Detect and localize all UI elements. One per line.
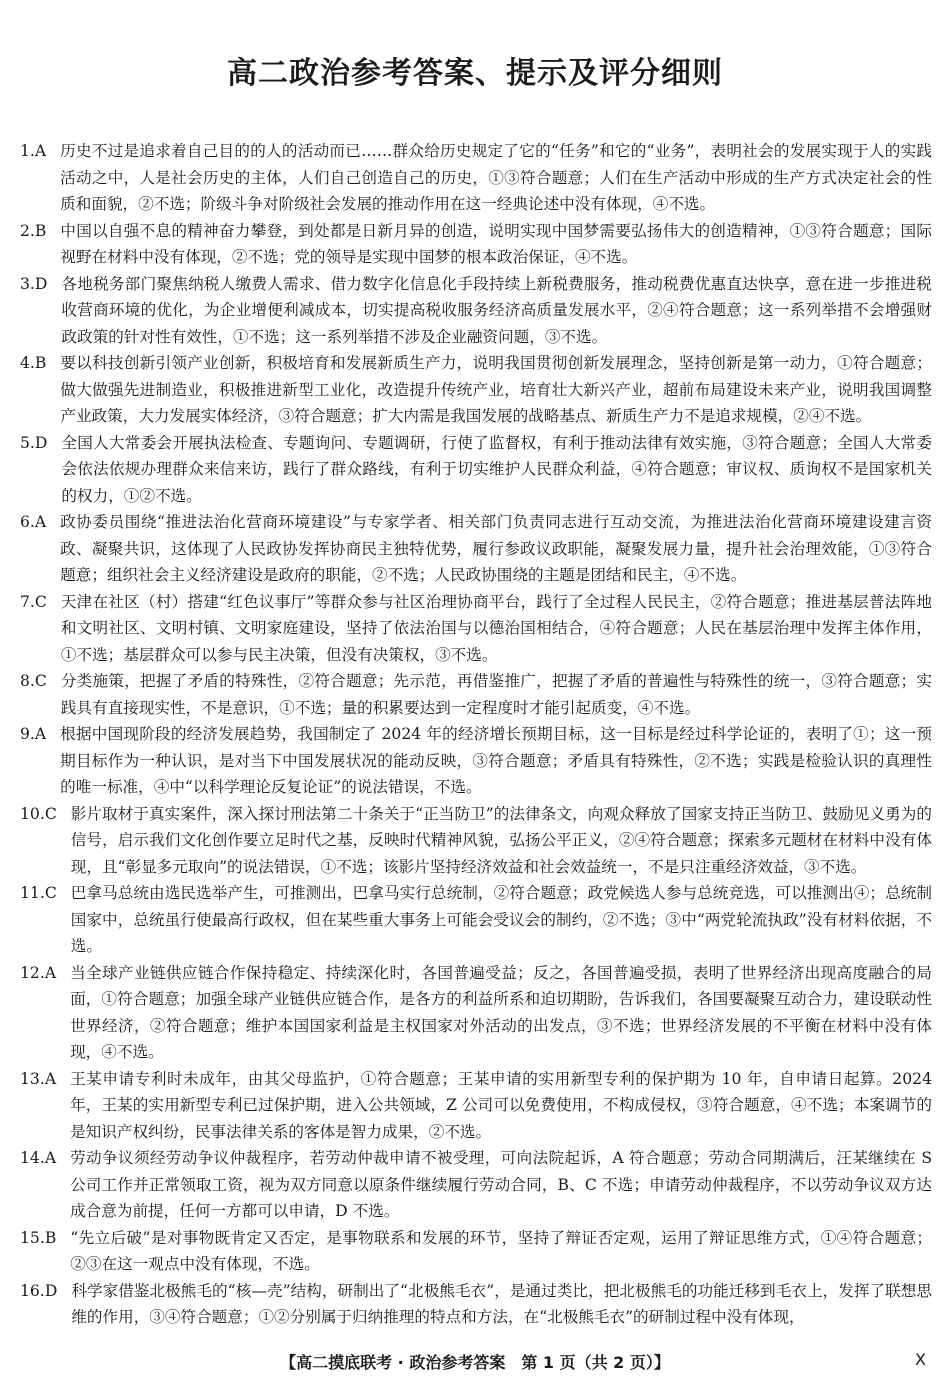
answer-item bbox=[20, 350, 932, 430]
page-title: 高二政治参考答案、提示及评分细则 bbox=[227, 56, 723, 91]
answer-explanation: 全国人大常委会开展执法检查、专题询问、专题调研，行使了监督权，有利于推动法律有效实施，③符合题意；全国人大常委会依法依规办理群众来信来访，践行了群众路线，有利于切实维护人民群众利益，④符合题意；审议权、质询权不是国家机关的权力，①②不选。 bbox=[61, 433, 932, 505]
answer-explanation: 劳动争议须经劳动争议仲裁程序，若劳动仲裁申请不被受理，可向法院起诉，A 符合题意；劳动合同期满后，汪某继续在 S 公司工作并正常领取工资，视为双方同意以原条件继续履行劳动合同，B、C 不选；申请劳动仲裁程序，不以劳动争议双方达成合意为前提，任何一方都可以申请，D 不选。 bbox=[70, 1149, 932, 1220]
question-number: 13. bbox=[20, 1069, 45, 1088]
answer-letter: C bbox=[44, 884, 57, 902]
page-footer-mark: X bbox=[915, 1350, 926, 1369]
question-number: 8. bbox=[20, 672, 35, 690]
question-number: 6. bbox=[20, 513, 35, 531]
answer-explanation: 科学家借鉴北极熊毛的“核—壳”结构，研制出了“北极熊毛衣”，是通过类比，把北极熊毛的功能迁移到毛衣上，发挥了联想思维的作用，③④符合题意；①②分别属于归纳推理的特点和方法，在“北极熊毛衣”的研制过程中没有体现， bbox=[71, 1281, 932, 1326]
answer-item bbox=[20, 801, 932, 881]
answer-item bbox=[20, 138, 932, 218]
answer-letter: B bbox=[44, 1228, 57, 1247]
answer-explanation: 中国以自强不息的精神奋力攀登，到处都是日新月异的创造，说明实现中国梦需要弘扬伟大的创造精神，①③符合题意；国际视野在材料中没有体现，②不选；党的领导是实现中国梦的根本政治保证，④不选。 bbox=[60, 221, 932, 266]
question-number: 4. bbox=[20, 354, 35, 372]
answer-letter: B bbox=[34, 221, 47, 240]
answer-explanation: 天津在社区（村）搭建“红色议事厅”等群众参与社区治理协商平台，践行了全过程人民民主，②符合题意；推进基层普法阵地和文明社区、文明村镇、文明家庭建设，坚持了依法治国与以德治国相结合，④符合题意；人民在基层治理中发挥主体作用，①不选；基层群众可以参与民主决策，但没有决策权，③不选。 bbox=[60, 592, 932, 664]
question-number: 2. bbox=[20, 221, 35, 240]
answer-letter: D bbox=[34, 274, 48, 293]
answer-letter: D bbox=[34, 433, 48, 452]
answer-letter: A bbox=[34, 513, 47, 531]
question-number: 5. bbox=[20, 433, 35, 452]
answer-explanation: 影片取材于真实案件，深入探讨刑法第二十条关于“正当防卫”的法律条文，向观众释放了国家支持正当防卫、鼓励见义勇为的信号，启示我们文化创作要立足时代之基，反映时代精神风貌，弘扬公平正义，②④符合题意；探索多元题材在材料中没有体现，且“彰显多元取向”的说法错误，①不选；该影片坚持经济效益和社会效益统一，不是只注重经济效益，③不选。 bbox=[70, 804, 932, 876]
page-footer: 【高二摸底联考 · 政治参考答案 第 1 页（共 2 页）】 bbox=[280, 1353, 670, 1372]
question-number: 14. bbox=[20, 1149, 45, 1167]
answer-item bbox=[20, 721, 932, 801]
answer-item bbox=[20, 1145, 932, 1225]
answer-explanation: 王某申请专利时未成年，由其父母监护，①符合题意；王某申请的实用新型专利的保护期为 10 年，自申请日起算。2024 年，王某的实用新型专利已过保护期，进入公共领域，Z 公司可以免费使用，不构成侵权，③符合题意，④不选；本案调节的是知识产权纠纷，民事法律关系的客体是智力成果，②不选。 bbox=[70, 1069, 932, 1141]
answer-explanation: 根据中国现阶段的经济发展趋势，我国制定了 2024 年的经济增长预期目标，这一目标是经过科学论证的，表明了①；这一预期目标作为一种认识，是对当下中国发展状况的能动反映，③符合题意；矛盾具有特殊性，②不选；实践是检验认识的真理性的唯一标准，④中“以科学理论反复论证”的说法错误，不选。 bbox=[60, 725, 932, 796]
answer-item bbox=[20, 509, 932, 589]
answer-explanation: 巴拿马总统由选民选举产生，可推测出，巴拿马实行总统制，②符合题意；政党候选人参与总统竞选，可以推测出④；总统制国家中，总统虽行使最高行政权，但在某些重大事务上可能会受议会的制约，②不选；③中“两党轮流执政”没有材料依据，不选。 bbox=[70, 884, 932, 955]
question-number: 15. bbox=[20, 1228, 45, 1247]
answer-explanation: 要以科技创新引领产业创新，积极培育和发展新质生产力，说明我国贯彻创新发展理念，坚持创新是第一动力，①符合题意；做大做强先进制造业，积极推进新型工业化，改造提升传统产业，培育壮大新兴产业，超前布局建设未来产业，说明我国调整产业政策，大力发展实体经济，③符合题意；扩大内需是我国发展的战略基点、新质生产力不是追求规模，②④不选。 bbox=[60, 354, 932, 425]
answer-letter: A bbox=[44, 1149, 57, 1167]
answer-letter: C bbox=[34, 672, 47, 690]
question-number: 3. bbox=[20, 274, 35, 293]
answer-letter: A bbox=[44, 1069, 57, 1088]
answer-item bbox=[20, 589, 932, 669]
question-number: 9. bbox=[20, 725, 35, 743]
question-number: 7. bbox=[20, 592, 35, 611]
answer-item bbox=[20, 960, 932, 1066]
question-number: 10. bbox=[20, 804, 45, 823]
answer-letter: A bbox=[34, 725, 47, 743]
answer-explanation: 各地税务部门聚焦纳税人缴费人需求、借力数字化信息化手段持续上新税费服务，推动税费优惠直达快享，意在进一步推进税收营商环境的优化，为企业增便利减成本，切实提高税收服务经济高质量发展水平，②④符合题意；这一系列举措不会增强财政政策的针对性有效性，①不选；这一系列举措不涉及企业融资问题，③不选。 bbox=[61, 274, 932, 346]
question-number: 12. bbox=[20, 963, 45, 982]
answer-explanation: 历史不过是追求着自己目的的人的活动而已……群众给历史规定了它的“任务”和它的“业务”，表明社会的发展实现于人的实践活动之中，人是社会历史的主体，人们自己创造自己的历史，①③符合题意；人们在生产活动中形成的生产方式决定社会的性质和面貌，②不选；阶级斗争对阶级社会发展的推动作用在这一经典论述中没有体现，④不选。 bbox=[60, 142, 932, 213]
answer-explanation: 当全球产业链供应链合作保持稳定、持续深化时，各国普遍受益；反之，各国普遍受损，表明了世界经济出现高度融合的局面，①符合题意；加强全球产业链供应链合作，是各方的利益所系和迫切期盼，告诉我们，各国要凝聚互动合力，建设联动性世界经济，②符合题意；维护本国国家利益是主权国家对外活动的出发点，③不选；世界经济发展的不平衡在材料中没有体现，④不选。 bbox=[70, 963, 932, 1061]
answer-letter: A bbox=[44, 963, 57, 982]
answer-explanation: “先立后破”是对事物既肯定又否定，是事物联系和发展的环节，坚持了辩证否定观，运用了辩证思维方式，①④符合题意；②③在这一观点中没有体现，不选。 bbox=[70, 1228, 932, 1273]
answer-letter: B bbox=[34, 354, 47, 372]
answer-item bbox=[20, 1225, 932, 1278]
answer-explanation: 分类施策，把握了矛盾的特殊性，②符合题意；先示范，再借鉴推广，把握了矛盾的普遍性与特殊性的统一，③符合题意；实践具有直接现实性，不是意识，①不选；量的积累要达到一定程度时才能引起质变，④不选。 bbox=[60, 672, 932, 717]
answer-item bbox=[20, 218, 932, 271]
answer-item bbox=[20, 271, 932, 351]
answer-item bbox=[20, 430, 932, 510]
answer-item bbox=[20, 1066, 932, 1146]
question-number: 11. bbox=[20, 884, 45, 902]
answer-letter: D bbox=[44, 1281, 58, 1300]
answer-letter: C bbox=[44, 804, 57, 823]
answer-list bbox=[20, 138, 932, 1331]
question-number: 1. bbox=[20, 142, 35, 160]
answer-item bbox=[20, 668, 932, 721]
answer-letter: C bbox=[34, 592, 47, 611]
answer-item bbox=[20, 1278, 932, 1331]
answer-explanation: 政协委员围绕“推进法治化营商环境建设”与专家学者、相关部门负责同志进行互动交流，为推进法治化营商环境建设建言资政、凝聚共识，这体现了人民政协发挥协商民主独特优势，履行参政议政职能，凝聚发展力量，提升社会治理效能，①③符合题意；组织社会主义经济建设是政府的职能，②不选；人民政协围绕的主题是团结和民主，④不选。 bbox=[60, 513, 932, 584]
answer-letter: A bbox=[34, 142, 47, 160]
answer-item bbox=[20, 880, 932, 960]
question-number: 16. bbox=[20, 1281, 45, 1300]
